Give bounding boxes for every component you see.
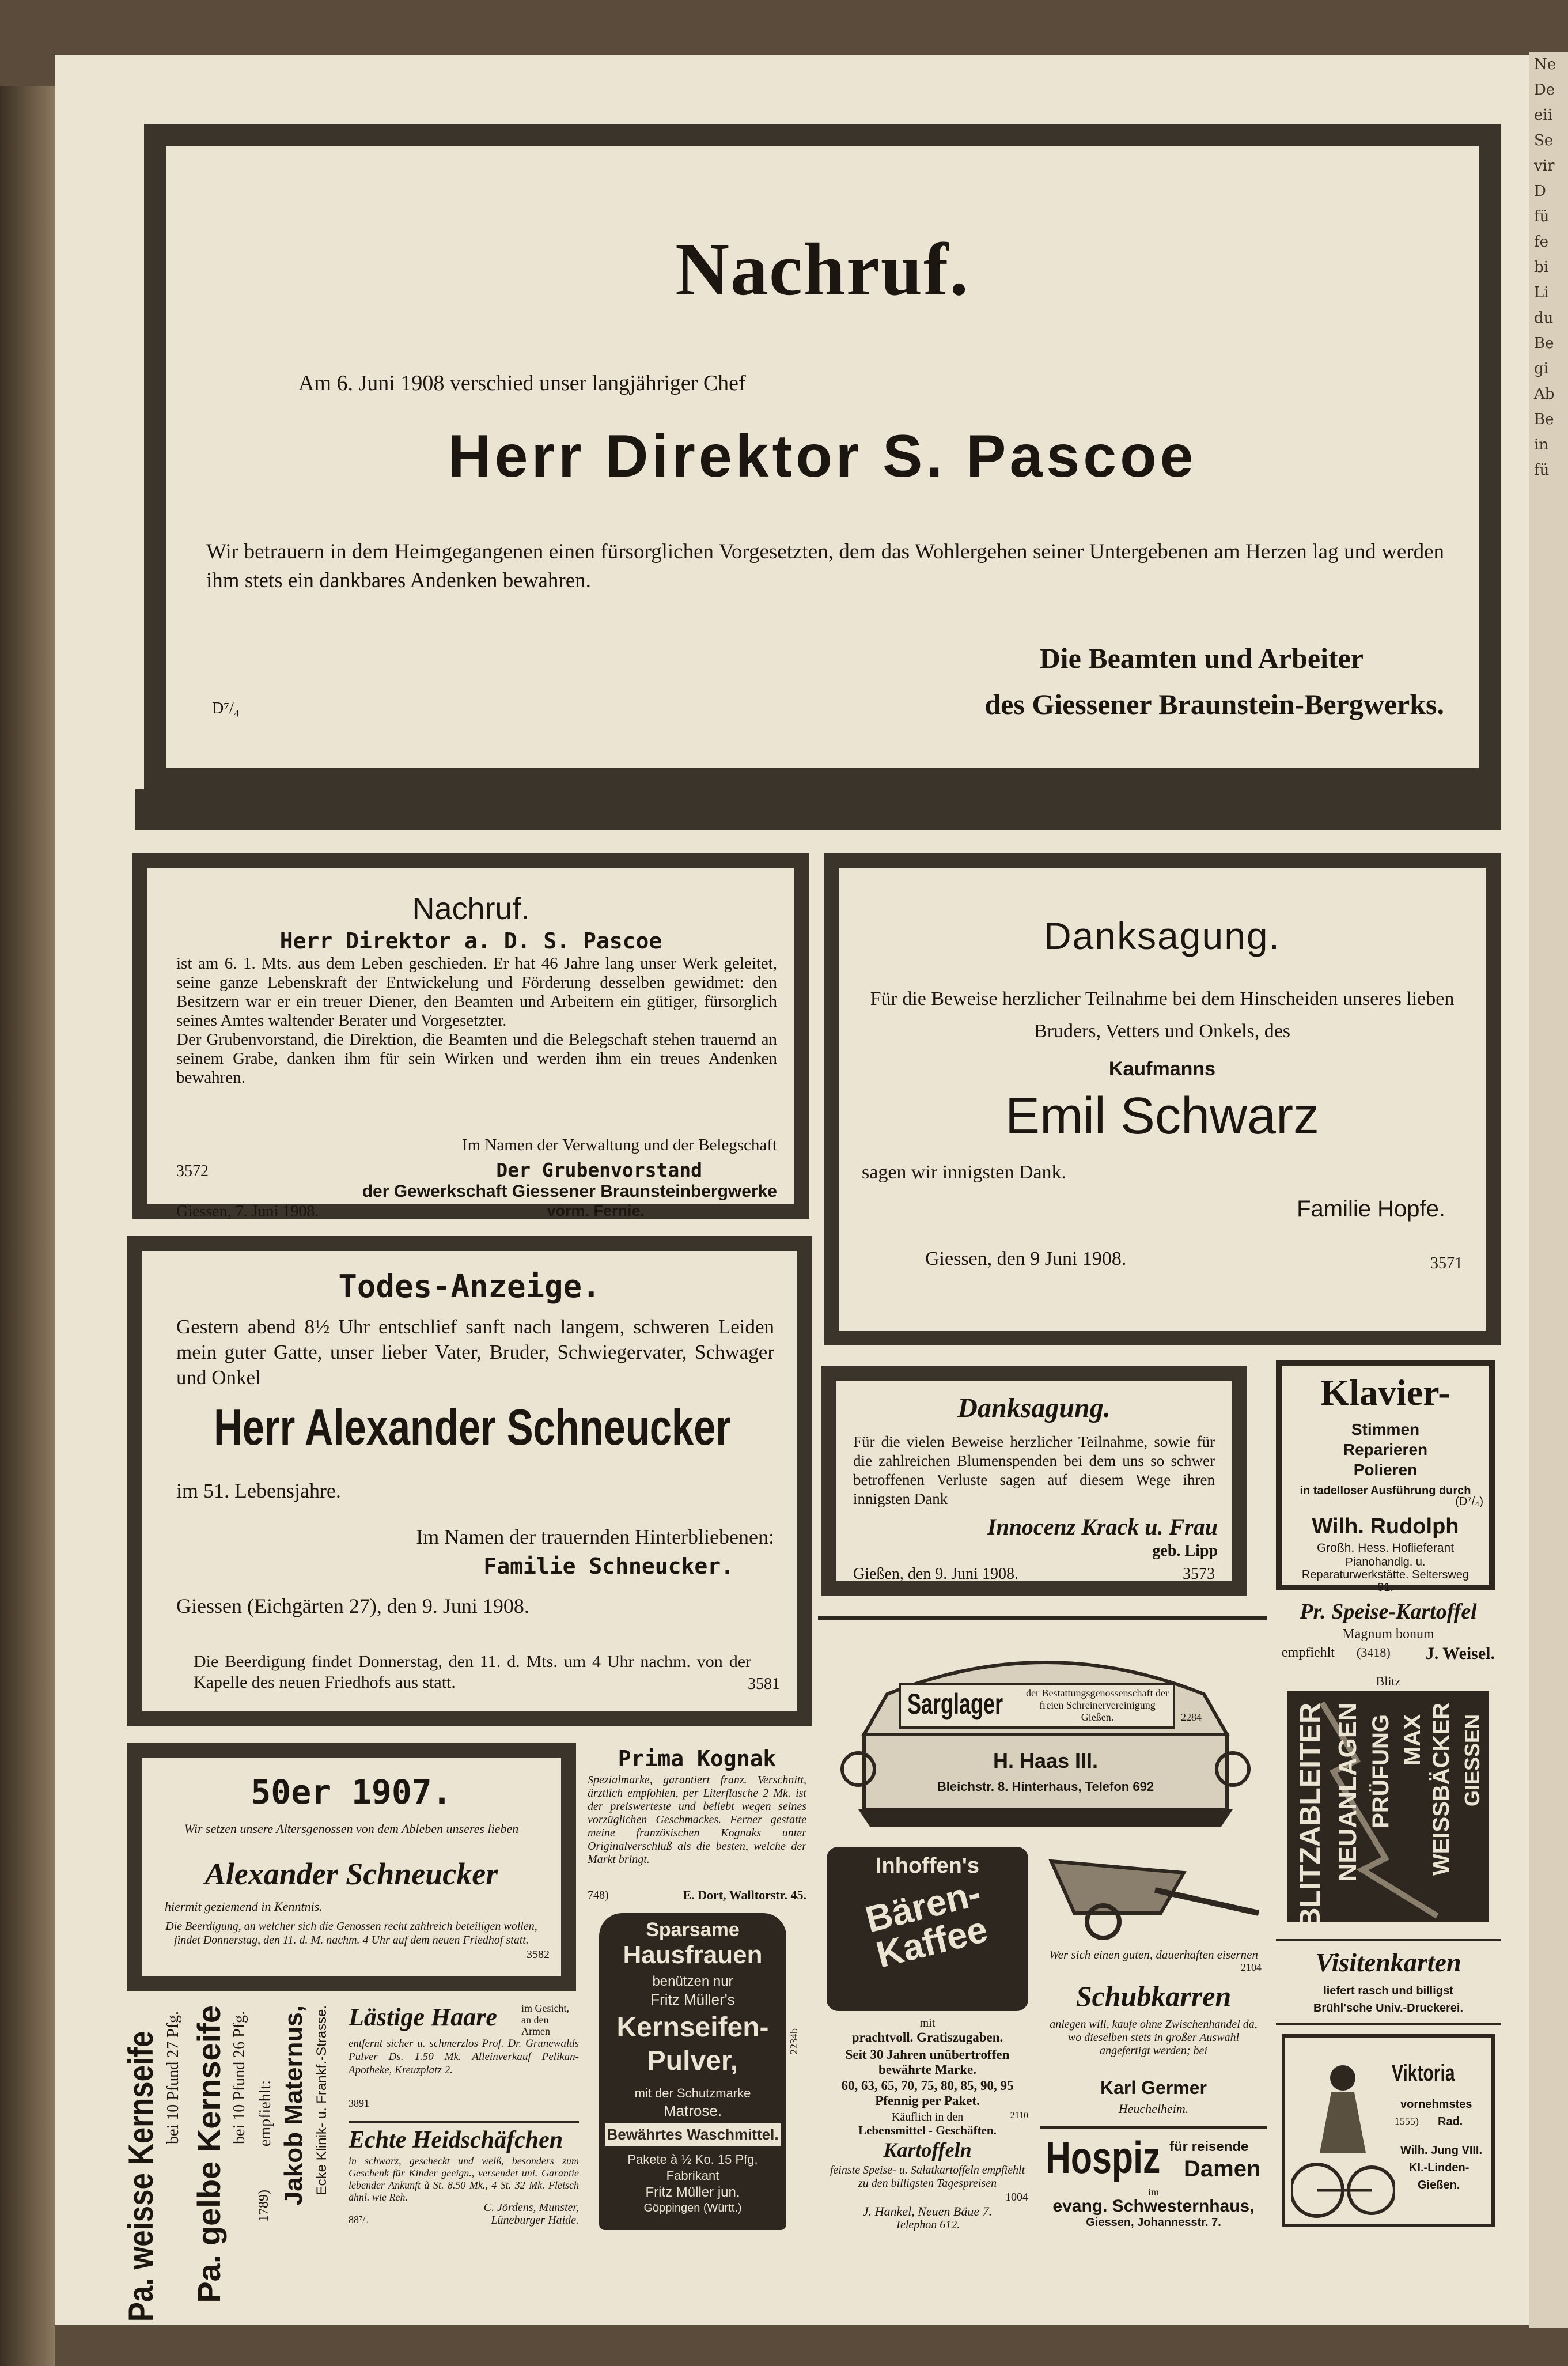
obituary-2-code: 3572 bbox=[176, 1162, 209, 1180]
thanks-1-frame bbox=[824, 853, 1501, 1345]
coffee-ad-line-1: mit bbox=[919, 2017, 936, 2029]
thanks-1-code: 3571 bbox=[1430, 1254, 1463, 1272]
coffin-ad-name: H. Haas III. bbox=[993, 1749, 1099, 1772]
lightning-rod-ad bbox=[1282, 1674, 1495, 1933]
potato-ad bbox=[1276, 1599, 1501, 1671]
lightning-rod-ad-small: Blitz bbox=[1376, 1674, 1401, 1688]
death-notice-frame bbox=[127, 1236, 812, 1726]
thanks-1-place: Giessen, den 9 Juni 1908. bbox=[925, 1248, 1127, 1269]
club-notice-title-text: 50er 1907. bbox=[251, 1772, 452, 1812]
divider-band bbox=[135, 789, 1501, 830]
bicycle-ad-line-5: Gießen. bbox=[1418, 2179, 1460, 2191]
death-notice-body: Gestern abend 8½ Uhr entschlief sanft nach langem, schweren Leiden mein guter Gatte, unser lieber Vater, Bruder, Schwiegervater, Schwager und Onkel bbox=[176, 1316, 774, 1389]
hair-ad-code: 3891 bbox=[349, 2097, 369, 2109]
detergent-ad-top: Sparsame bbox=[646, 1919, 740, 1941]
soap-ad-line-5: empfiehlt: bbox=[256, 2080, 274, 2147]
death-notice-funeral: Die Beerdigung findet Donnerstag, den 11. d. Mts. um 4 Uhr nachm. von der Kapelle des neuen Friedhofs aus statt. bbox=[194, 1652, 751, 1692]
coffee-ad-code: 2110 bbox=[1010, 2111, 1028, 2121]
thanks-1-name: Emil Schwarz bbox=[1005, 1087, 1320, 1145]
potatoes-ad-title: Kartoffeln bbox=[883, 2138, 972, 2161]
main-obituary-intro: Am 6. Juni 1908 verschied unser langjähriger Chef bbox=[298, 371, 746, 395]
thanks-1-body: Für die Beweise herzlicher Teilnahme bei dem Hinscheiden unseres lieben Bruders, Vetters und Onkels, des bbox=[870, 988, 1455, 1042]
piano-ad-line-1: Stimmen bbox=[1351, 1420, 1420, 1438]
cognac-ad-body: Spezialmarke, garantiert franz. Verschnitt, ärztlich empfohlen, per Literflasche 2 Mk. ist der preiswerteste und beliebt wegen seines vorzüglichen Geschmackes. Ferner gestatte meine französischen Kognaks unter Originalverschluß als die besten, welche der Markt bringt. bbox=[588, 1774, 806, 1866]
coffin-ad bbox=[824, 1625, 1267, 1838]
coffee-ad-line-3: Seit 30 Jahren unübertroffen bewährte Marke. bbox=[845, 2047, 1010, 2077]
thanks-1 bbox=[839, 868, 1486, 1331]
bicycle-ad bbox=[1282, 2034, 1495, 2227]
piano-ad bbox=[1276, 1360, 1495, 1594]
bicycle-ad-title: Viktoria bbox=[1392, 2061, 1455, 2086]
main-obituary-title: Nachruf. bbox=[675, 228, 969, 311]
death-notice bbox=[142, 1251, 797, 1711]
club-notice-line-2: hiermit geziemend in Kenntnis. bbox=[165, 1899, 323, 1914]
club-notice-frame bbox=[127, 1743, 576, 1991]
soap-ad-line-2: bei 10 Pfund 27 Pfg. bbox=[164, 2011, 182, 2144]
detergent-ad-line-1: benützen nur bbox=[652, 1974, 733, 1989]
thanks-2-body: Für die vielen Beweise herzlicher Teilnahme, sowie für die zahlreichen Blumenspenden bei dem uns so schwer betroffenen Verluste sagen auf diesem Wege ihren innigsten Dank bbox=[853, 1433, 1215, 1507]
detergent-ad-line-3: mit der Schutzmarke bbox=[634, 2086, 751, 2100]
obituary-2 bbox=[147, 868, 794, 1220]
piano-ad-line-5: Großh. Hess. Hoflieferant bbox=[1316, 1541, 1455, 1555]
business-cards-ad-line-1: liefert rasch und billigst bbox=[1323, 1985, 1453, 1997]
main-obituary-signature-2: des Giessener Braunstein-Bergwerks. bbox=[984, 688, 1444, 720]
book-spine bbox=[0, 86, 55, 2366]
thanks-2-place: Gießen, den 9. Juni 1908. bbox=[853, 1565, 1018, 1583]
adjacent-page-fragment: Se bbox=[1534, 132, 1554, 149]
coffee-ad-line-6: Lebensmittel - Geschäften. bbox=[858, 2123, 997, 2137]
coffin-ad-side: der Bestattungsgenossenschaft der freien Schreinervereinigung Gießen. bbox=[1026, 1687, 1169, 1723]
sheep-ad bbox=[349, 2126, 579, 2230]
business-cards-ad-title: Visitenkarten bbox=[1315, 1948, 1461, 1977]
detergent-ad-line-5: Bewährtes Waschmittel. bbox=[605, 2123, 781, 2146]
hospice-ad bbox=[1040, 2126, 1267, 2230]
potato-ad-code: (3418) bbox=[1357, 1645, 1391, 1660]
coffee-ad-line-2: prachtvoll. Gratiszugaben. bbox=[851, 2030, 1003, 2044]
coffee-ad bbox=[821, 1847, 1034, 2135]
sheep-ad-body: in schwarz, gescheckt und weiß, besonders zum Geschenk für Kinder geeign., versendet uni. Garantie lebender Ankunft à St. 8.50 Mk., 4 St. 32 Mk. Fleisch ähnl. wie Reh. bbox=[349, 2155, 579, 2203]
adjacent-page-fragment: De bbox=[1534, 81, 1555, 99]
cyclist-icon bbox=[1291, 2055, 1395, 2222]
lightning-rod-ad-line-1: BLITZABLEITER bbox=[1294, 1703, 1326, 1929]
main-obituary-signature-1: Die Beamten und Arbeiter bbox=[1039, 642, 1364, 674]
main-obituary-frame bbox=[144, 124, 1501, 789]
potatoes-ad-signature: J. Hankel, Neuen Bäue 7. bbox=[862, 2204, 993, 2218]
bicycle-ad-code: 1555) bbox=[1395, 2115, 1419, 2127]
soap-ad-line-3: Pa. gelbe Kernseife bbox=[191, 2005, 227, 2303]
adjacent-page-fragment: Be bbox=[1534, 335, 1554, 352]
soap-ad-line-6: Jakob Maternus, bbox=[279, 2005, 308, 2206]
detergent-ad-title: Hausfrauen bbox=[623, 1941, 763, 1969]
adjacent-page-fragment: D bbox=[1534, 183, 1546, 200]
potato-ad-title: Pr. Speise-Kartoffel bbox=[1300, 1600, 1477, 1624]
obituary-2-place: Giessen, 7. Juni 1908. bbox=[176, 1203, 319, 1220]
lightning-rod-ad-line-3: PRÜFUNG bbox=[1368, 1714, 1393, 1828]
main-obituary-code: D⁷/₄ bbox=[212, 700, 240, 717]
piano-ad-code: (D⁷/₄) bbox=[1455, 1495, 1483, 1508]
coffee-ad-line-5: Käuflich in den bbox=[891, 2111, 964, 2123]
obituary-2-body: ist am 6. 1. Mts. aus dem Leben geschieden. Er hat 46 Jahre lang unser Werk geleitet, seine ganze Lebenskraft der Entwickelung und Förderung desselben gewidmet: den Besitzern war er ein treuer Diener, den Beamten und Arbeitern ein gütiger, fürsorglich seines Amtes waltender Berater und Vorgesetzter. Der Grubenvorstand, die Direktion, die Beamten und die Belegschaft stehen trauernd an seinem Grabe, danken ihm für sein Wirken und werden ihm ein treues Andenken bewahren. bbox=[176, 954, 777, 1087]
business-cards-ad-line-2: Brühl'sche Univ.-Druckerei. bbox=[1313, 2002, 1464, 2014]
death-notice-title: Todes-Anzeige. bbox=[338, 1268, 601, 1305]
coffee-ad-line-4: 60, 63, 65, 70, 75, 80, 85, 90, 95 Pfennig per Paket. bbox=[841, 2078, 1014, 2108]
detergent-ad-line-4: Matrose. bbox=[663, 2102, 722, 2119]
wheelbarrow-ad-place: Heuchelheim. bbox=[1118, 2102, 1189, 2116]
coffin-ad-code: 2284 bbox=[1181, 1711, 1202, 1723]
bicycle-ad-line-1: vornehmstes bbox=[1400, 2098, 1472, 2111]
main-obituary-body: Wir betrauern in dem Heimgegangenen einen fürsorglichen Vorgesetzten, dem das Wohlergehen seiner Untergebenen am Herzen lag und werden ihm stets ein dankbares Andenken bewahren. bbox=[206, 540, 1444, 592]
wheelbarrow-ad bbox=[1040, 1850, 1267, 2126]
death-notice-name: Herr Alexander Schneucker bbox=[214, 1399, 731, 1456]
obituary-2-title: Nachruf. bbox=[412, 891, 530, 926]
thanks-1-thanks: sagen wir innigsten Dank. bbox=[862, 1162, 1067, 1183]
bicycle-ad-line-4: Kl.-Linden- bbox=[1409, 2161, 1469, 2174]
cognac-ad bbox=[582, 1746, 812, 1907]
obituary-2-frame bbox=[132, 853, 809, 1219]
detergent-ad-line-7: Fabrikant bbox=[666, 2168, 719, 2183]
potato-ad-line-1: Magnum bonum bbox=[1342, 1627, 1434, 1642]
coffin-ad-label: Sarglager bbox=[907, 1688, 1003, 1720]
wheelbarrow-ad-line-1: Wer sich einen guten, dauerhaften eisernen bbox=[1049, 1948, 1258, 1961]
thanks-2-code: 3573 bbox=[1183, 1565, 1215, 1583]
detergent-ad-line-6: Pakete à ½ Ko. 15 Pfg. bbox=[627, 2152, 758, 2167]
hospice-ad-line-2: evang. Schwesternhaus, bbox=[1052, 2197, 1255, 2216]
detergent-ad bbox=[599, 1913, 786, 2230]
thanks-2 bbox=[836, 1381, 1232, 1581]
adjacent-page-fragment: eii bbox=[1534, 107, 1553, 124]
potato-ad-line-2: empfiehlt bbox=[1282, 1645, 1335, 1660]
soap-ad bbox=[115, 2000, 340, 2322]
lightning-rod-ad-line-5: WEISSBÄCKER bbox=[1429, 1703, 1454, 1876]
coffin-ad-address: Bleichstr. 8. Hinterhaus, Telefon 692 bbox=[937, 1779, 1154, 1794]
hospice-ad-side-1: für reisende bbox=[1169, 2139, 1249, 2155]
bicycle-ad-line-3: Wilh. Jung VIII. bbox=[1400, 2144, 1483, 2157]
lightning-rod-ad-panel bbox=[1287, 1691, 1489, 1929]
sheep-ad-signature-2: Lüneburger Haide. bbox=[491, 2214, 579, 2227]
wheelbarrow-ad-body: anlegen will, kaufe ohne Zwischenhandel da, wo dieselben stets in großer Auswahl angefertigt werden; bei bbox=[1050, 2018, 1258, 2057]
adjacent-page-fragment: gi bbox=[1534, 360, 1548, 377]
sheep-ad-code: 88⁷/₄ bbox=[349, 2214, 369, 2225]
sheep-ad-title: Echte Heidschäfchen bbox=[349, 2127, 563, 2153]
piano-ad-name: Wilh. Rudolph bbox=[1312, 1514, 1459, 1539]
club-notice-name: Alexander Schneucker bbox=[204, 1857, 498, 1891]
death-notice-signature: Familie Schneucker. bbox=[483, 1554, 734, 1579]
obituary-2-sig-1: Der Grubenvorstand bbox=[496, 1159, 702, 1181]
thanks-1-title: Danksagung. bbox=[1044, 914, 1281, 957]
adjacent-page-fragment: fü bbox=[1534, 462, 1550, 479]
thanks-1-signature: Familie Hopfe. bbox=[1297, 1196, 1445, 1222]
potatoes-ad-body: feinste Speise- u. Salatkartoffeln empfiehlt zu den billigsten Tagespreisen bbox=[830, 2164, 1025, 2190]
potatoes-ad-code: 1004 bbox=[1005, 2191, 1028, 2204]
obituary-2-line: Im Namen der Verwaltung und der Belegschaft bbox=[461, 1136, 777, 1154]
club-notice bbox=[142, 1758, 561, 1976]
piano-ad-line-6: Pianohandlg. u. Reparaturwerkstätte. Seltersweg 91. bbox=[1301, 1556, 1469, 1594]
lightning-rod-ad-line-2: NEUANLAGEN bbox=[1334, 1703, 1362, 1882]
hospice-ad-line-1: im bbox=[1147, 2186, 1159, 2198]
piano-ad-line-4: in tadelloser Ausführung durch bbox=[1300, 1484, 1471, 1497]
soap-ad-line-7: Ecke Klinik- u. Frankf.-Strasse. bbox=[314, 2005, 329, 2195]
coffee-ad-name: Bären-Kaffee bbox=[861, 1872, 992, 1976]
hospice-ad-line-3: Giessen, Johannesstr. 7. bbox=[1086, 2216, 1221, 2229]
rule bbox=[818, 1616, 1267, 1620]
hair-ad-title: Lästige Haare bbox=[349, 2003, 497, 2031]
soap-ad-line-1: Pa. weisse Kernseife bbox=[122, 2031, 160, 2322]
club-notice-line-3: Die Beerdigung, an welcher sich die Genossen recht zahlreich beteiligen wollen, findet Donnerstag, den 11. d. M. nachm. 4 Uhr auf dem neuen Friedhof statt. bbox=[165, 1920, 537, 1947]
adjacent-page-fragment: fü bbox=[1534, 208, 1550, 225]
club-notice-code: 3582 bbox=[527, 1948, 550, 1961]
obituary-2-name: Herr Direktor a. D. S. Pascoe bbox=[279, 928, 662, 954]
adjacent-page-fragment: fe bbox=[1534, 233, 1549, 251]
detergent-ad-line-9: Göppingen (Württ.) bbox=[643, 2202, 742, 2214]
adjacent-page-fragment: bi bbox=[1534, 259, 1548, 276]
obituary-2-sig-3: vorm. Fernie. bbox=[547, 1202, 645, 1219]
hospice-ad-title: Hospiz bbox=[1046, 2132, 1161, 2183]
death-notice-place: Giessen (Eichgärten 27), den 9. Juni 1908. bbox=[176, 1594, 529, 1617]
business-cards-ad bbox=[1276, 1939, 1501, 2025]
thanks-2-signature-2: geb. Lipp bbox=[1152, 1542, 1218, 1560]
wheelbarrow-ad-title: Schubkarren bbox=[1075, 1980, 1232, 2012]
soap-ad-line-4: bei 10 Pfund 26 Pfg. bbox=[230, 2011, 248, 2144]
cognac-ad-title: Prima Kognak bbox=[618, 1746, 777, 1771]
adjacent-page-fragment: vir bbox=[1534, 157, 1555, 175]
cognac-ad-code: 748) bbox=[588, 1889, 609, 1902]
adjacent-page-edge bbox=[1529, 52, 1568, 2328]
adjacent-page-fragment: Be bbox=[1534, 411, 1554, 428]
detergent-ad-code: 2234b bbox=[788, 2028, 800, 2054]
hair-ad bbox=[349, 2002, 579, 2123]
wheelbarrow-ad-name: Karl Germer bbox=[1100, 2077, 1207, 2098]
wheelbarrow-ad-code: 2104 bbox=[1241, 1961, 1262, 1973]
hair-ad-side: im Gesicht, an den Armen bbox=[521, 2002, 569, 2037]
piano-ad-line-3: Polieren bbox=[1353, 1461, 1418, 1479]
detergent-ad-big: Kernseifen-Pulver, bbox=[616, 2012, 769, 2076]
detergent-ad-line-2: Fritz Müller's bbox=[650, 1991, 735, 2008]
adjacent-page-fragment: Ab bbox=[1534, 385, 1555, 403]
adjacent-page-fragment: in bbox=[1534, 436, 1549, 453]
piano-ad-title: Klavier- bbox=[1320, 1372, 1450, 1413]
coffin-icon bbox=[824, 1625, 1267, 1838]
piano-ad-line-2: Reparieren bbox=[1343, 1441, 1428, 1458]
coffee-ad-panel bbox=[827, 1847, 1028, 2011]
adjacent-page-fragment: Li bbox=[1534, 284, 1549, 301]
lightning-rod-ad-line-4: MAX bbox=[1400, 1714, 1425, 1766]
coffee-ad-brand: Inhoffen's bbox=[875, 1854, 980, 1878]
hair-ad-body: entfernt sicher u. schmerzlos Prof. Dr. Grunewalds Pulver Ds. 1.50 Mk. Alleinverkauf Pelikan-Apotheke, Kreuzplatz 2. bbox=[349, 2038, 579, 2076]
potatoes-ad bbox=[821, 2138, 1034, 2233]
lightning-rod-ad-line-6: GIESSEN bbox=[1460, 1714, 1484, 1807]
adjacent-page-fragment: du bbox=[1534, 309, 1554, 327]
soap-ad-code: 1789) bbox=[256, 2190, 271, 2222]
death-notice-age: im 51. Lebensjahre. bbox=[176, 1479, 341, 1502]
potato-ad-name: J. Weisel. bbox=[1425, 1644, 1495, 1663]
hospice-ad-side-2: Damen bbox=[1184, 2156, 1261, 2182]
thanks-2-signature: Innocenz Krack u. Frau bbox=[987, 1514, 1218, 1540]
detergent-ad-line-8: Fritz Müller jun. bbox=[645, 2184, 740, 2200]
adjacent-page-fragment: Ne bbox=[1534, 56, 1556, 73]
obituary-2-sig-2: der Gewerkschaft Giessener Braunsteinbergwerke bbox=[362, 1182, 777, 1201]
sheep-ad-signature: C. Jördens, Munster, bbox=[483, 2201, 579, 2214]
thanks-2-frame bbox=[821, 1366, 1247, 1596]
potatoes-ad-telephone: Telephon 612. bbox=[895, 2218, 960, 2231]
death-notice-line: Im Namen der trauernden Hinterbliebenen: bbox=[416, 1525, 774, 1548]
main-obituary bbox=[166, 146, 1479, 768]
main-obituary-name: Herr Direktor S. Pascoe bbox=[448, 423, 1197, 490]
club-notice-line-1: Wir setzen unsere Altersgenossen von dem Ableben unseres lieben bbox=[184, 1821, 519, 1836]
cognac-ad-signature: E. Dort, Walltorstr. 45. bbox=[683, 1888, 806, 1902]
bicycle-ad-line-2: Rad. bbox=[1438, 2115, 1463, 2128]
wheelbarrow-icon bbox=[1040, 1850, 1267, 1942]
thanks-1-role: Kaufmanns bbox=[1108, 1058, 1216, 1080]
thanks-2-title: Danksagung. bbox=[957, 1393, 1111, 1423]
death-notice-code: 3581 bbox=[748, 1675, 780, 1693]
